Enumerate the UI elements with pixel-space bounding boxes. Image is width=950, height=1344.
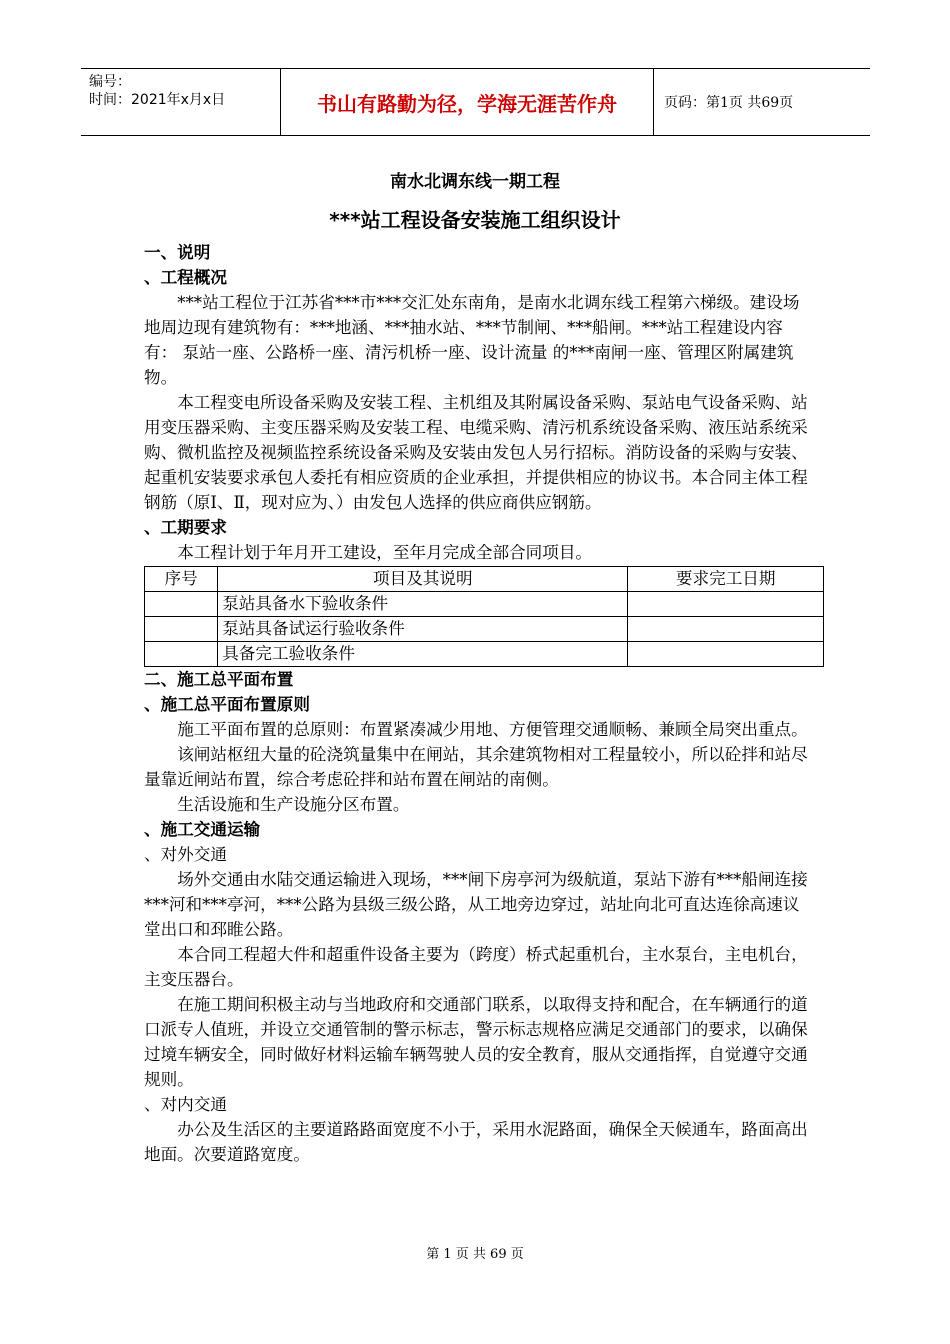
- table-row: [145, 617, 824, 642]
- subsection-heading-transport: 、施工交通运输: [144, 820, 261, 839]
- table-cell: [628, 642, 824, 667]
- subsection-heading-overview: 、工程概况: [144, 268, 227, 287]
- doc-title-line1: 南水北调东线一期工程: [390, 172, 560, 192]
- table-cell: [145, 617, 218, 642]
- paragraph-layout-1: 施工平面布置的总原则：布置紧凑减少用地、方便管理交通顺畅、兼顾全局突出重点。: [177, 720, 808, 739]
- paragraph-schedule: 本工程计划于年月开工建设，至年月完成全部合同项目。: [177, 543, 593, 562]
- header-motto: 书山有路勤为径，学海无涯苦作舟: [281, 69, 654, 135]
- table-cell: 具备完工验收条件: [218, 642, 628, 667]
- page-header: [81, 68, 870, 136]
- table-cell: [145, 642, 218, 667]
- subsection-heading-schedule: 、工期要求: [144, 518, 227, 537]
- table-header-cell: 项目及其说明: [218, 567, 628, 592]
- paragraph-overview-1: ***站工程位于江苏省***市***交汇处东南角，是南水北调东线工程第六梯级。建设场地周边现有建筑物有：***地涵、***抽水站、***节制闸、***船闸。***站工程建设内容有： 泵站一座、公路桥一座、清污机桥一座、设计流量 的***南闸一座、管理区附属建筑物。: [144, 293, 800, 387]
- header-meta: [81, 69, 281, 135]
- table-row: [145, 592, 824, 617]
- section-heading-2: 二、施工总平面布置: [144, 670, 294, 689]
- section-heading-1: 一、说明: [144, 243, 211, 262]
- sub-heading-external-traffic: 、对外交通: [144, 845, 227, 864]
- doc-title-line2: ***站工程设备安装施工组织设计: [329, 208, 621, 232]
- table-header-cell: 序号: [145, 567, 218, 592]
- subsection-heading-layout: 、施工总平面布置原则: [144, 695, 310, 714]
- doc-time-label: 时间：2021年x月x日: [89, 92, 226, 108]
- sub-heading-internal-traffic: 、对内交通: [144, 1095, 227, 1114]
- paragraph-transport-2: 本合同工程超大件和超重件设备主要为（跨度）桥式起重机台，主水泵台，主电机台，主变压器台。: [144, 945, 808, 989]
- table-row: [145, 642, 824, 667]
- paragraph-transport-3: 在施工期间积极主动与当地政府和交通部门联系，以取得支持和配合，在车辆通行的道口派专人值班，并设立交通管制的警示标志，警示标志规格应满足交通部门的要求，以确保过境车辆安全，同时做好材料运输车辆驾驶人员的安全教育，服从交通指挥，自觉遵守交通规则。: [144, 995, 808, 1089]
- table-cell: 泵站具备试运行验收条件: [218, 617, 628, 642]
- document-body: [144, 240, 814, 1167]
- table-cell: 泵站具备水下验收条件: [218, 592, 628, 617]
- schedule-table: [144, 566, 824, 667]
- paragraph-layout-3: 生活设施和生产设施分区布置。: [177, 795, 410, 814]
- table-cell: [628, 617, 824, 642]
- table-cell: [145, 592, 218, 617]
- paragraph-layout-2: 该闸站枢纽大量的砼浇筑量集中在闸站，其余建筑物相对工程量较小，所以砼拌和站尽量靠近闸站布置，综合考虑砼拌和站布置在闸站的南侧。: [144, 745, 808, 789]
- paragraph-overview-2: 本工程变电所设备采购及安装工程、主机组及其附属设备采购、泵站电气设备采购、站用变压器采购、主变压器采购及安装工程、电缆采购、清污机系统设备采购、液压站系统采购、微机监控及视频监控系统设备采购及安装由发包人另行招标。消防设备的采购与安装、起重机安装要求承包人委托有相应资质的企业承担，并提供相应的协议书。本合同主体工程钢筋（原Ⅰ、Ⅱ，现对应为、）由发包人选择的供应商供应钢筋。: [144, 393, 808, 512]
- paragraph-transport-4: 办公及生活区的主要道路路面宽度不小于，采用水泥路面，确保全天候通车，路面高出地面。次要道路宽度。: [144, 1120, 808, 1164]
- paragraph-transport-1: 场外交通由水陆交通运输进入现场，***闸下房亭河为级航道，泵站下游有***船闸连接***河和***亭河，***公路为县级三级公路，从工地旁边穿过，站址向北可直达连徐高速议堂出口和邳睢公路。: [144, 870, 808, 939]
- table-header-cell: 要求完工日期: [628, 567, 824, 592]
- doc-number-label: 编号：: [89, 74, 131, 90]
- table-cell: [628, 592, 824, 617]
- page-footer: 第 1 页 共 69 页: [426, 1247, 524, 1262]
- table-header-row: [145, 567, 824, 592]
- header-page-info: 页码：第1页 共69页: [664, 95, 794, 111]
